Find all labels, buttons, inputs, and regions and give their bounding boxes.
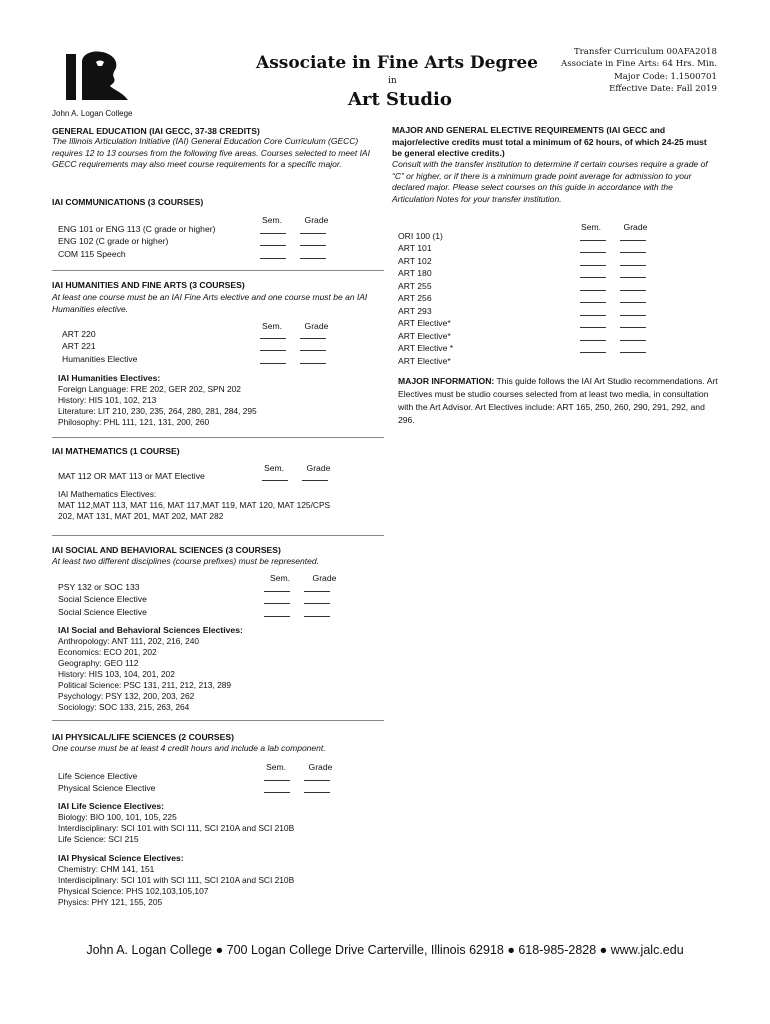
sem-blank[interactable] <box>580 302 606 303</box>
elective-line: Physical Science: PHS 102,103,105,107 <box>58 886 209 896</box>
sem-blank[interactable] <box>580 290 606 291</box>
elective-line: Psychology: PSY 132, 200, 203, 262 <box>58 691 195 701</box>
course-label: ENG 102 (C grade or higher) <box>58 236 169 246</box>
sem-blank[interactable] <box>580 340 606 341</box>
course-label: Physical Science Elective <box>58 783 156 793</box>
grade-blank[interactable] <box>300 363 326 364</box>
sem-blank[interactable] <box>580 240 606 241</box>
elective-line: Biology: BIO 100, 101, 105, 225 <box>58 812 177 822</box>
curriculum-info <box>561 46 717 95</box>
course-label: Life Science Elective <box>58 770 138 781</box>
math-heading: IAI MATHEMATICS (1 COURSE) <box>52 446 180 456</box>
course-row <box>62 339 342 352</box>
elective-line: Economics: ECO 201, 202 <box>58 647 157 657</box>
grade-blank[interactable] <box>620 340 646 341</box>
elective-line: 202, MAT 131, MAT 201, MAT 202, MAT 282 <box>58 511 224 521</box>
course-row <box>398 328 658 341</box>
course-row <box>398 291 658 304</box>
course-label: ORI 100 (1) <box>398 230 443 241</box>
course-row <box>58 468 338 481</box>
section-divider <box>52 437 384 438</box>
sem-blank[interactable] <box>580 252 606 253</box>
social-heading: IAI SOCIAL AND BEHAVIORAL SCIENCES (3 COURSES) <box>52 545 281 555</box>
course-label: ART Elective* <box>398 318 451 328</box>
physical-note: One course must be at least 4 credit hours and include a lab component. <box>52 743 326 753</box>
sem-blank[interactable] <box>264 616 290 617</box>
communications-list <box>58 221 338 259</box>
sem-blank[interactable] <box>260 245 286 246</box>
course-label: ENG 101 or ENG 113 (C grade or higher) <box>58 223 216 234</box>
humanities-electives-title: IAI Humanities Electives: <box>58 373 161 383</box>
course-row <box>58 768 348 781</box>
course-label: ART 256 <box>398 293 432 303</box>
life-electives-title: IAI Life Science Electives: <box>58 801 165 811</box>
title-in: in <box>388 76 397 86</box>
course-row <box>398 241 658 254</box>
course-row <box>58 221 338 234</box>
course-label: ART 180 <box>398 268 432 278</box>
grade-blank[interactable] <box>620 315 646 316</box>
course-row <box>58 781 348 794</box>
section-divider <box>52 270 384 271</box>
sem-header: Sem. <box>581 222 602 232</box>
major-info-text: This guide follows the IAI Art Studio recommendations. Art Electives must be studio courses selected from at least two media, in consultation with the Art Advisor. Art Electives include: ART 165, 250, 260, 290, 291, 292, and 296. <box>398 376 718 425</box>
sem-blank[interactable] <box>264 780 290 781</box>
course-label: ART Elective* <box>398 330 451 341</box>
elective-line: Interdisciplinary: SCI 101 with SCI 111, SCI 210A and SCI 210B <box>58 823 295 833</box>
course-row <box>62 351 342 364</box>
grade-header: Grade <box>306 463 331 473</box>
course-row <box>58 246 338 259</box>
sem-blank[interactable] <box>260 363 286 364</box>
grade-blank[interactable] <box>300 350 326 351</box>
course-row <box>398 266 658 279</box>
footer-contact: John A. Logan College ● 700 Logan College Drive Carterville, Illinois 62918 ● 618-985-2828 ● www.jalc.edu <box>86 943 684 957</box>
humanities-list <box>62 326 342 364</box>
course-row <box>398 341 658 354</box>
course-label: ART 255 <box>398 280 432 291</box>
elective-line: Chemistry: CHM 141, 151 <box>58 864 155 874</box>
communications-heading: IAI COMMUNICATIONS (3 COURSES) <box>52 197 204 207</box>
title-program: Art Studio <box>348 89 452 110</box>
grade-blank[interactable] <box>620 352 646 353</box>
elective-line: Philosophy: PHL 111, 121, 131, 200, 260 <box>58 417 210 427</box>
grade-blank[interactable] <box>620 327 646 328</box>
course-row <box>398 228 658 241</box>
elective-line: Literature: LIT 210, 230, 235, 264, 280, 281, 284, 295 <box>58 406 257 416</box>
sem-blank[interactable] <box>260 258 286 259</box>
course-label: ART 101 <box>398 243 432 253</box>
college-logo-label: John A. Logan College <box>52 109 133 118</box>
course-row <box>398 353 658 366</box>
course-row <box>398 303 658 316</box>
grade-blank[interactable] <box>300 245 326 246</box>
elective-line: Physics: PHY 121, 155, 205 <box>58 897 163 907</box>
grade-blank[interactable] <box>304 792 330 793</box>
course-label: ART 221 <box>62 341 96 351</box>
grade-header: Grade <box>623 222 648 232</box>
course-label: ART 293 <box>398 305 432 316</box>
major-note: Consult with the transfer institution to determine if certain courses require a grade of “C” or higher, or if there is a minimum grade point average for admission to your declared major. Please select courses on this guide in accordance with the Articulation Notes for your transfer institution. <box>392 159 708 204</box>
sem-header: Sem. <box>270 573 291 583</box>
grade-blank[interactable] <box>620 265 646 266</box>
social-list <box>58 579 348 617</box>
elective-line: Anthropology: ANT 111, 202, 216, 240 <box>58 636 200 646</box>
social-note: At least two different disciplines (course prefixes) must be represented. <box>52 556 319 566</box>
section-divider <box>52 535 384 536</box>
elective-line: Geography: GEO 112 <box>58 658 139 668</box>
course-label: ART Elective* <box>398 355 451 366</box>
grade-blank[interactable] <box>620 302 646 303</box>
phys-electives <box>58 864 294 908</box>
course-row <box>398 278 658 291</box>
physical-list <box>58 768 348 793</box>
grade-blank[interactable] <box>304 591 330 592</box>
sem-header: Sem. <box>264 463 285 473</box>
grade-blank[interactable] <box>302 480 328 481</box>
social-electives <box>58 636 231 713</box>
elective-line: Foreign Language: FRE 202, GER 202, SPN 202 <box>58 384 241 394</box>
sem-blank[interactable] <box>580 265 606 266</box>
grade-blank[interactable] <box>304 616 330 617</box>
grade-header: Grade <box>312 573 337 583</box>
math-electives <box>58 489 330 522</box>
sem-blank[interactable] <box>580 327 606 328</box>
sem-header: Sem. <box>262 321 283 331</box>
logo-silhouette-icon <box>52 48 142 102</box>
elective-line: MAT 112,MAT 113, MAT 116, MAT 117,MAT 119, MAT 120, MAT 125/CPS <box>58 500 331 510</box>
course-row <box>58 592 348 605</box>
life-electives <box>58 812 294 845</box>
effective-date: Effective Date: Fall 2019 <box>609 83 717 94</box>
course-row <box>62 326 342 339</box>
degree-hours: Associate in Fine Arts: 64 Hrs. Min. <box>561 59 717 70</box>
humanities-note: At least one course must be an IAI Fine Arts elective and one course must be an IAI Humanities elective. <box>52 292 368 314</box>
course-label: Social Science Elective <box>58 606 147 617</box>
phys-electives-title: IAI Physical Science Electives: <box>58 853 184 863</box>
social-electives-title: IAI Social and Behavioral Sciences Electives: <box>58 625 243 635</box>
sem-blank[interactable] <box>260 350 286 351</box>
elective-line: History: HIS 103, 104, 201, 202 <box>58 669 175 679</box>
humanities-electives <box>58 384 257 428</box>
elective-line: Political Science: PSC 131, 211, 212, 213, 289 <box>58 680 232 690</box>
course-label: PSY 132 or SOC 133 <box>58 581 140 592</box>
course-label: Humanities Elective <box>62 353 138 364</box>
grade-blank[interactable] <box>304 780 330 781</box>
major-info-label: MAJOR INFORMATION: <box>398 376 495 386</box>
gen-ed-intro: The Illinois Articulation Initiative (IAI) General Education Core Curriculum (GECC) requires 12 to 13 courses from the following five areas. Courses selected to meet IAI GECC requirements may also meet course requirements for a specific major. <box>52 136 370 169</box>
sem-blank[interactable] <box>262 480 288 481</box>
course-label: ART 220 <box>62 328 96 339</box>
grade-blank[interactable] <box>300 338 326 339</box>
sem-blank[interactable] <box>580 352 606 353</box>
major-code: Major Code: 1.1500701 <box>613 71 717 82</box>
course-row <box>58 234 338 247</box>
grade-blank[interactable] <box>304 603 330 604</box>
course-row <box>398 316 658 329</box>
course-label: ART Elective * <box>398 343 454 353</box>
course-row <box>58 579 348 592</box>
grade-blank[interactable] <box>620 277 646 278</box>
sem-header: Sem. <box>262 215 283 225</box>
major-list <box>398 228 658 366</box>
course-label: Social Science Elective <box>58 594 147 604</box>
math-list <box>58 468 338 481</box>
grade-header: Grade <box>308 762 333 772</box>
sem-header: Sem. <box>266 762 287 772</box>
grade-blank[interactable] <box>300 258 326 259</box>
major-heading: MAJOR AND GENERAL ELECTIVE REQUIREMENTS (IAI GECC and major/elective credits must total a minimum of 62 hours, of which 24-25 must be general elective credits.) <box>392 125 707 158</box>
college-logo <box>52 48 142 116</box>
course-label: COM 115 Speech <box>58 248 126 259</box>
sem-blank[interactable] <box>260 338 286 339</box>
grade-header: Grade <box>304 321 329 331</box>
course-row <box>398 253 658 266</box>
major-info <box>398 375 720 427</box>
grade-blank[interactable] <box>300 233 326 234</box>
course-label: MAT 112 OR MAT 113 or MAT Elective <box>58 470 205 481</box>
grade-blank[interactable] <box>620 290 646 291</box>
sem-blank[interactable] <box>264 792 290 793</box>
elective-line: Sociology: SOC 133, 215, 263, 264 <box>58 702 190 712</box>
elective-line: Life Science: SCI 215 <box>58 834 139 844</box>
sem-blank[interactable] <box>264 603 290 604</box>
sem-blank[interactable] <box>260 233 286 234</box>
grade-blank[interactable] <box>620 252 646 253</box>
math-electives-title: IAI Mathematics Electives: <box>58 489 157 499</box>
humanities-heading: IAI HUMANITIES AND FINE ARTS (3 COURSES) <box>52 280 245 290</box>
grade-header: Grade <box>304 215 329 225</box>
course-row <box>58 604 348 617</box>
title-degree: Associate in Fine Arts Degree <box>256 53 538 73</box>
section-divider <box>52 720 384 721</box>
sem-blank[interactable] <box>580 315 606 316</box>
elective-line: History: HIS 101, 102, 213 <box>58 395 157 405</box>
sem-blank[interactable] <box>580 277 606 278</box>
grade-blank[interactable] <box>620 240 646 241</box>
elective-line: Interdisciplinary: SCI 101 with SCI 111, SCI 210A and SCI 210B <box>58 875 295 885</box>
sem-blank[interactable] <box>264 591 290 592</box>
gen-ed-heading: GENERAL EDUCATION (IAI GECC, 37-38 CREDITS) <box>52 126 260 136</box>
course-label: ART 102 <box>398 255 432 266</box>
curriculum-code: Transfer Curriculum 00AFA2018 <box>573 47 717 57</box>
physical-heading: IAI PHYSICAL/LIFE SCIENCES (2 COURSES) <box>52 732 234 742</box>
